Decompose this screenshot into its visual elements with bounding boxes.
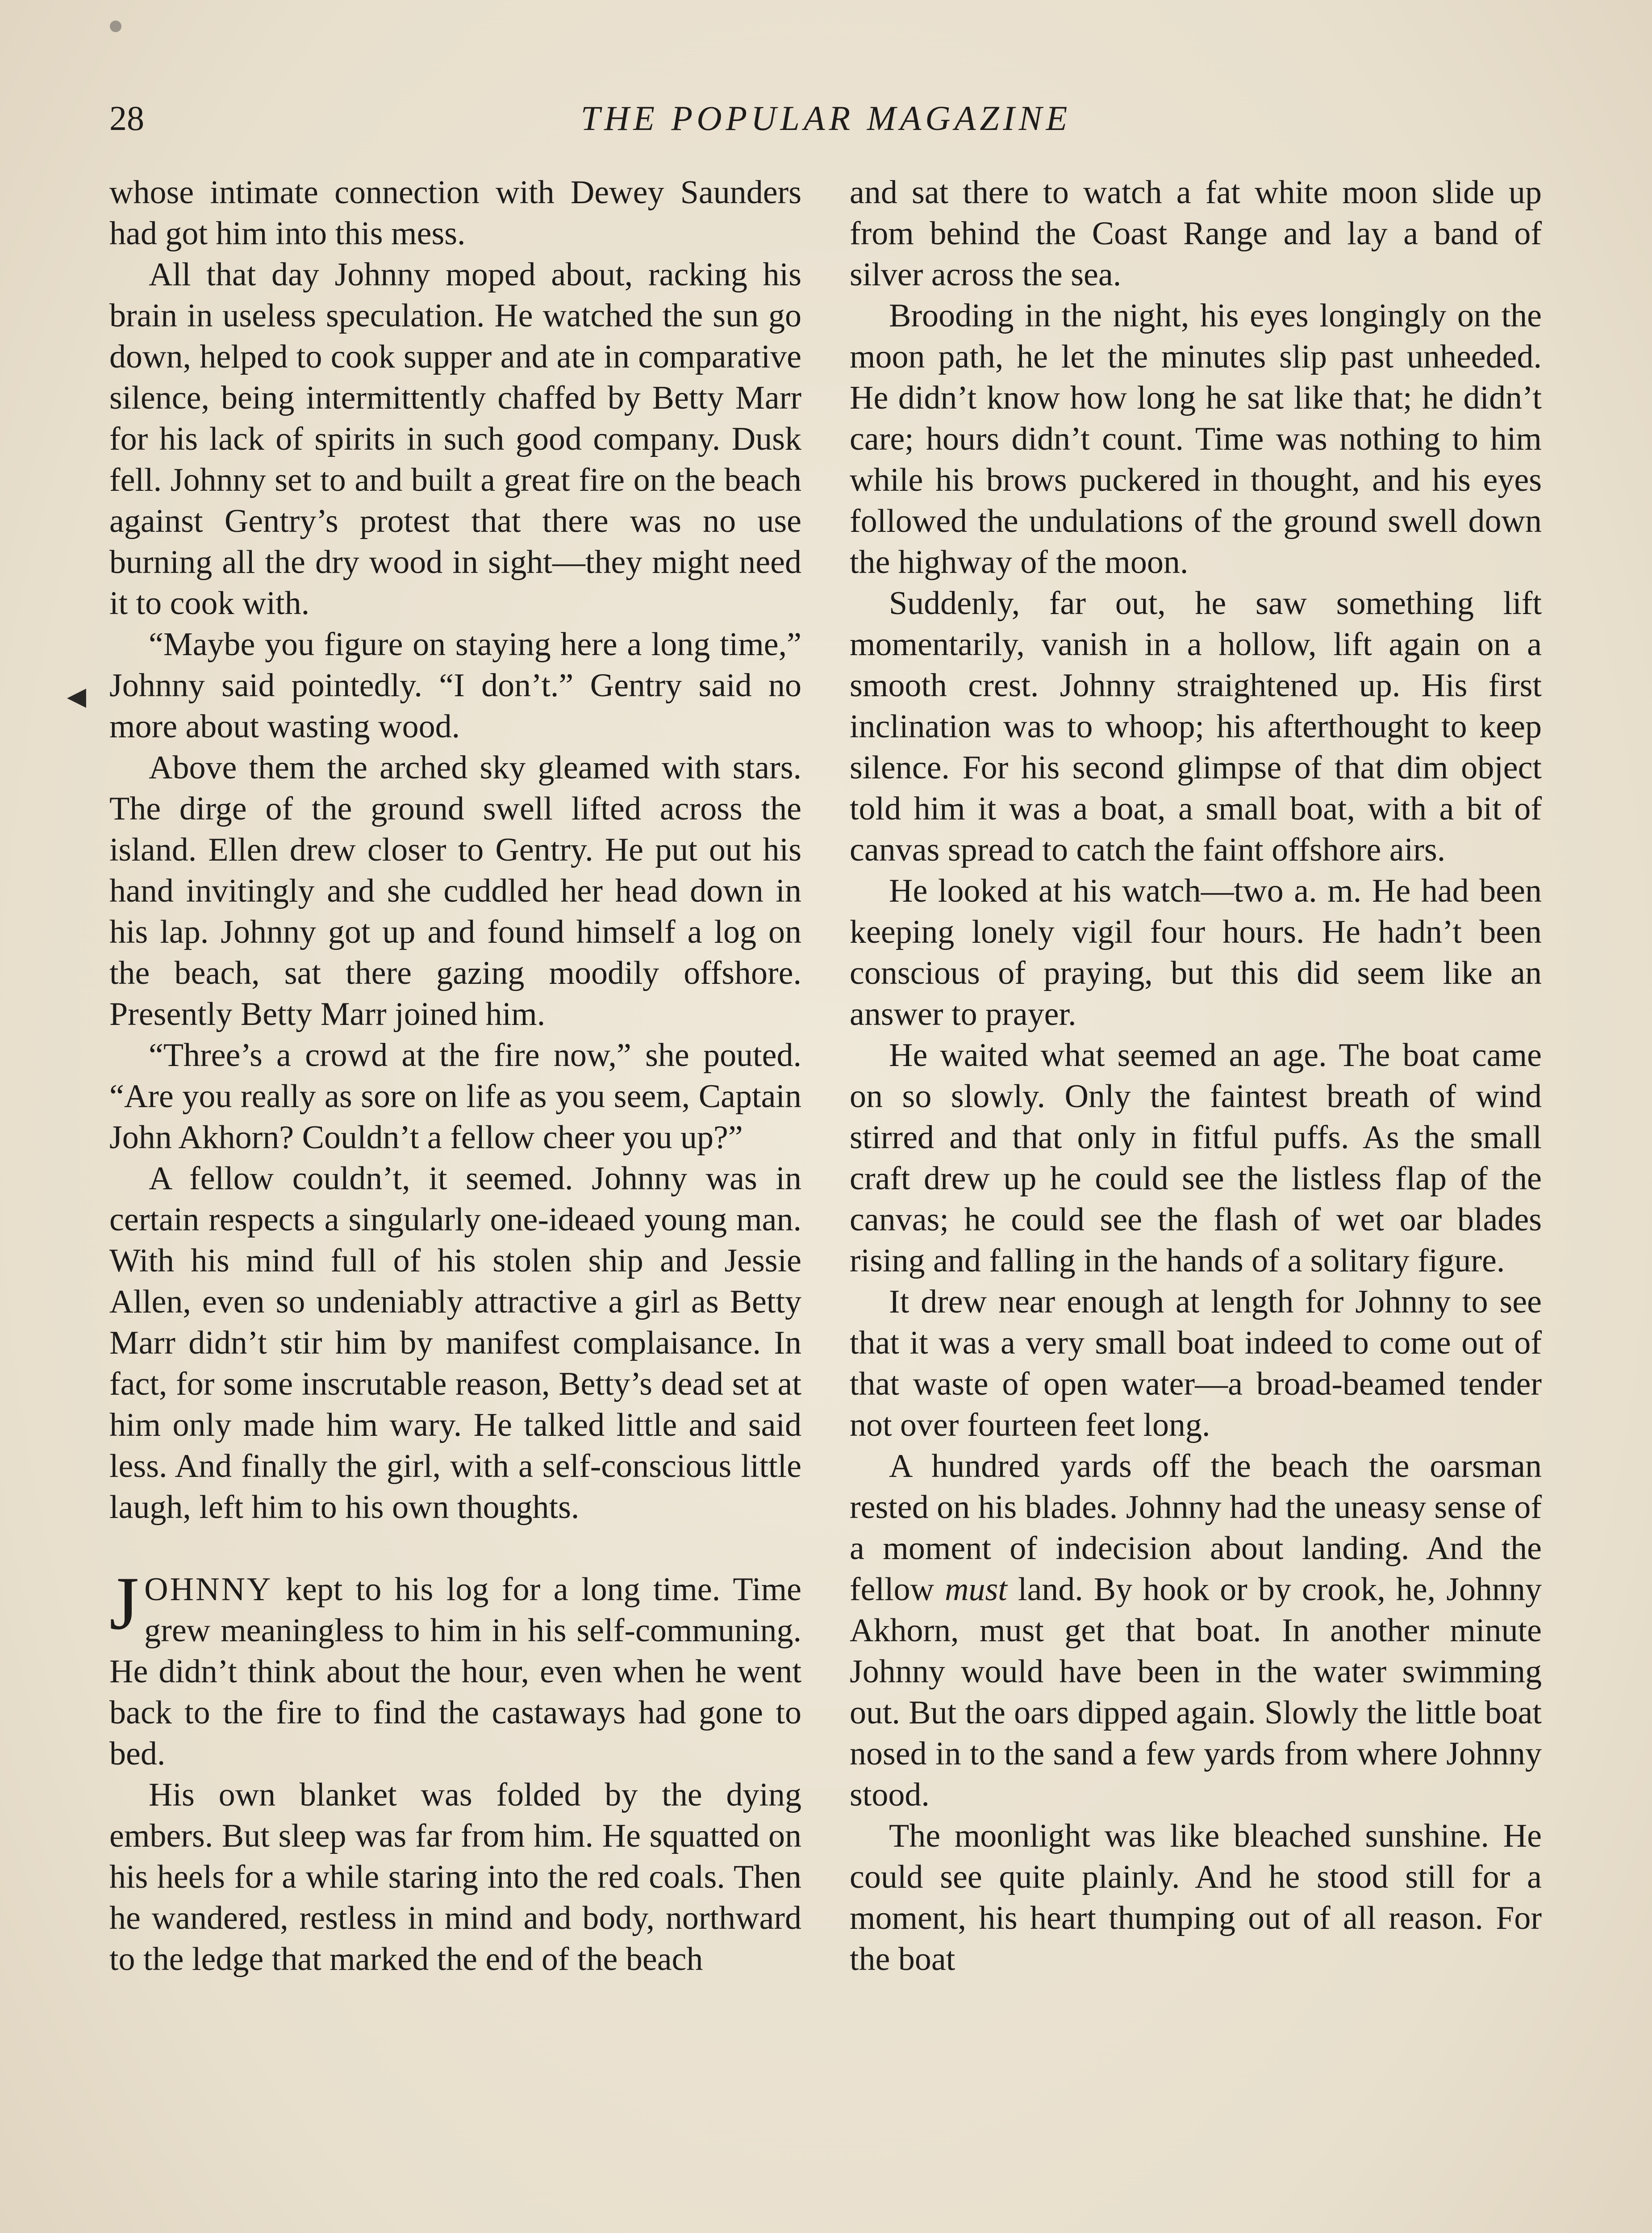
drop-cap: J	[109, 1561, 139, 1645]
paragraph-text: A hundred yards off the beach the oarsman rested on his blades. Johnny had the uneasy sense of a moment of indecision about landing. And the fellow	[850, 1448, 1542, 1608]
paragraph: A fellow couldn’t, it seemed. Johnny was in certain respects a singularly one-ideaed young man. With his mind full of his stolen ship and Jessie Allen, even so undeniably attractive a girl as Betty Marr didn’t stir him by manifest complaisance. In fact, for some inscrutable reason, Betty’s dead set at him only made him wary. He talked little and said less. And finally the girl, with a self-conscious little laugh, left him to his own thoughts.	[109, 1160, 801, 1526]
paragraph: All that day Johnny moped about, racking his brain in useless speculation. He watched the sun go down, helped to cook supper and ate in comparative silence, being intermittently chaffed by Betty Marr for his lack of spirits in such good company. Dusk fell. Johnny set to and built a great fire on the beach against Gentry’s protest that there was no use burning all the dry wood in sight—they might need it to cook with.	[109, 256, 801, 622]
paragraph-text: land. By hook or by crook, he, Johnny Akhorn, must get that boat. In another minute Johnny would have been in the water swimming out. But the oars dipped again. Slowly the little boat nosed in to the sand a few yards from where Johnny stood.	[850, 1571, 1542, 1813]
paragraph: “Maybe you figure on staying here a long time,” Johnny said pointedly. “I don’t.” Gentry said no more about wasting wood.	[109, 626, 801, 745]
paragraph: whose intimate connection with Dewey Saunders had got him into this mess.	[109, 174, 801, 252]
right-column	[850, 172, 1542, 1980]
page-number: 28	[109, 99, 144, 138]
running-header	[109, 94, 1543, 147]
section-start-paragraph	[109, 1561, 801, 1774]
paragraph: His own blanket was folded by the dying embers. But sleep was far from him. He squatted on his heels for a while staring into the red coals. Then he wandered, restless in mind and body, northward to the ledge that marked the end of the beach	[109, 1777, 801, 1978]
paragraph	[850, 1446, 1542, 1815]
small-caps-word: OHNNY	[144, 1571, 273, 1608]
ink-speck	[110, 21, 121, 32]
paragraph: Above them the arched sky gleamed with stars. The dirge of the ground swell lifted across the island. Ellen drew closer to Gentry. He put out his hand invitingly and she cuddled her head down in his lap. Johnny got up and found himself a log on the beach, sat there gazing moodily offshore. Presently Betty Marr joined him.	[109, 749, 801, 1033]
magazine-title: THE POPULAR MAGAZINE	[580, 99, 1072, 138]
emphasis-text: must	[945, 1571, 1007, 1608]
margin-arrow-mark: ◀	[67, 683, 87, 711]
paragraph: Brooding in the night, his eyes longingly on the moon path, he let the minutes slip past unheeded. He didn’t know how long he sat like that; he didn’t care; hours didn’t count. Time was nothing to him while his brows puckered in thought, and his eyes followed the undulations of the ground swell down the highway of the moon.	[850, 297, 1542, 581]
paragraph: The moonlight was like bleached sunshine. He could see quite plainly. And he stood still for a moment, his heart thumping out of all reason. For the boat	[850, 1818, 1542, 1978]
paragraph: “Three’s a crowd at the fire now,” she pouted. “Are you really as sore on life as you seem, Captain John Akhorn? Couldn’t a fellow cheer you up?”	[109, 1037, 801, 1156]
paragraph: It drew near enough at length for Johnny to see that it was a very small boat indeed to come out of that waste of open water—a broad-beamed tender not over fourteen feet long.	[850, 1284, 1542, 1443]
paragraph: He waited what seemed an age. The boat came on so slowly. Only the faintest breath of wind stirred and that only in fitful puffs. As the small craft drew up he could see the listless flap of the canvas; he could see the flash of wet oar blades rising and falling in the hands of a solitary figure.	[850, 1037, 1542, 1279]
left-column	[109, 172, 801, 1980]
paragraph: and sat there to watch a fat white moon slide up from behind the Coast Range and lay a band of silver across the sea.	[850, 174, 1542, 293]
paragraph: He looked at his watch—two a. m. He had been keeping lonely vigil four hours. He hadn’t been conscious of praying, but this did seem like an answer to prayer.	[850, 873, 1542, 1033]
paragraph: Suddenly, far out, he saw something lift momentarily, vanish in a hollow, lift again on a smooth crest. Johnny straightened up. His first inclination was to whoop; his afterthought to keep silence. For his second glimpse of that dim object told him it was a boat, a small boat, with a bit of canvas spread to catch the faint offshore airs.	[850, 585, 1542, 868]
paragraph-text: kept to his log for a long time. Time grew meaningless to him in his self-communing. He didn’t think about the hour, even when he went back to the fire to find the castaways had gone to bed.	[109, 1571, 801, 1772]
